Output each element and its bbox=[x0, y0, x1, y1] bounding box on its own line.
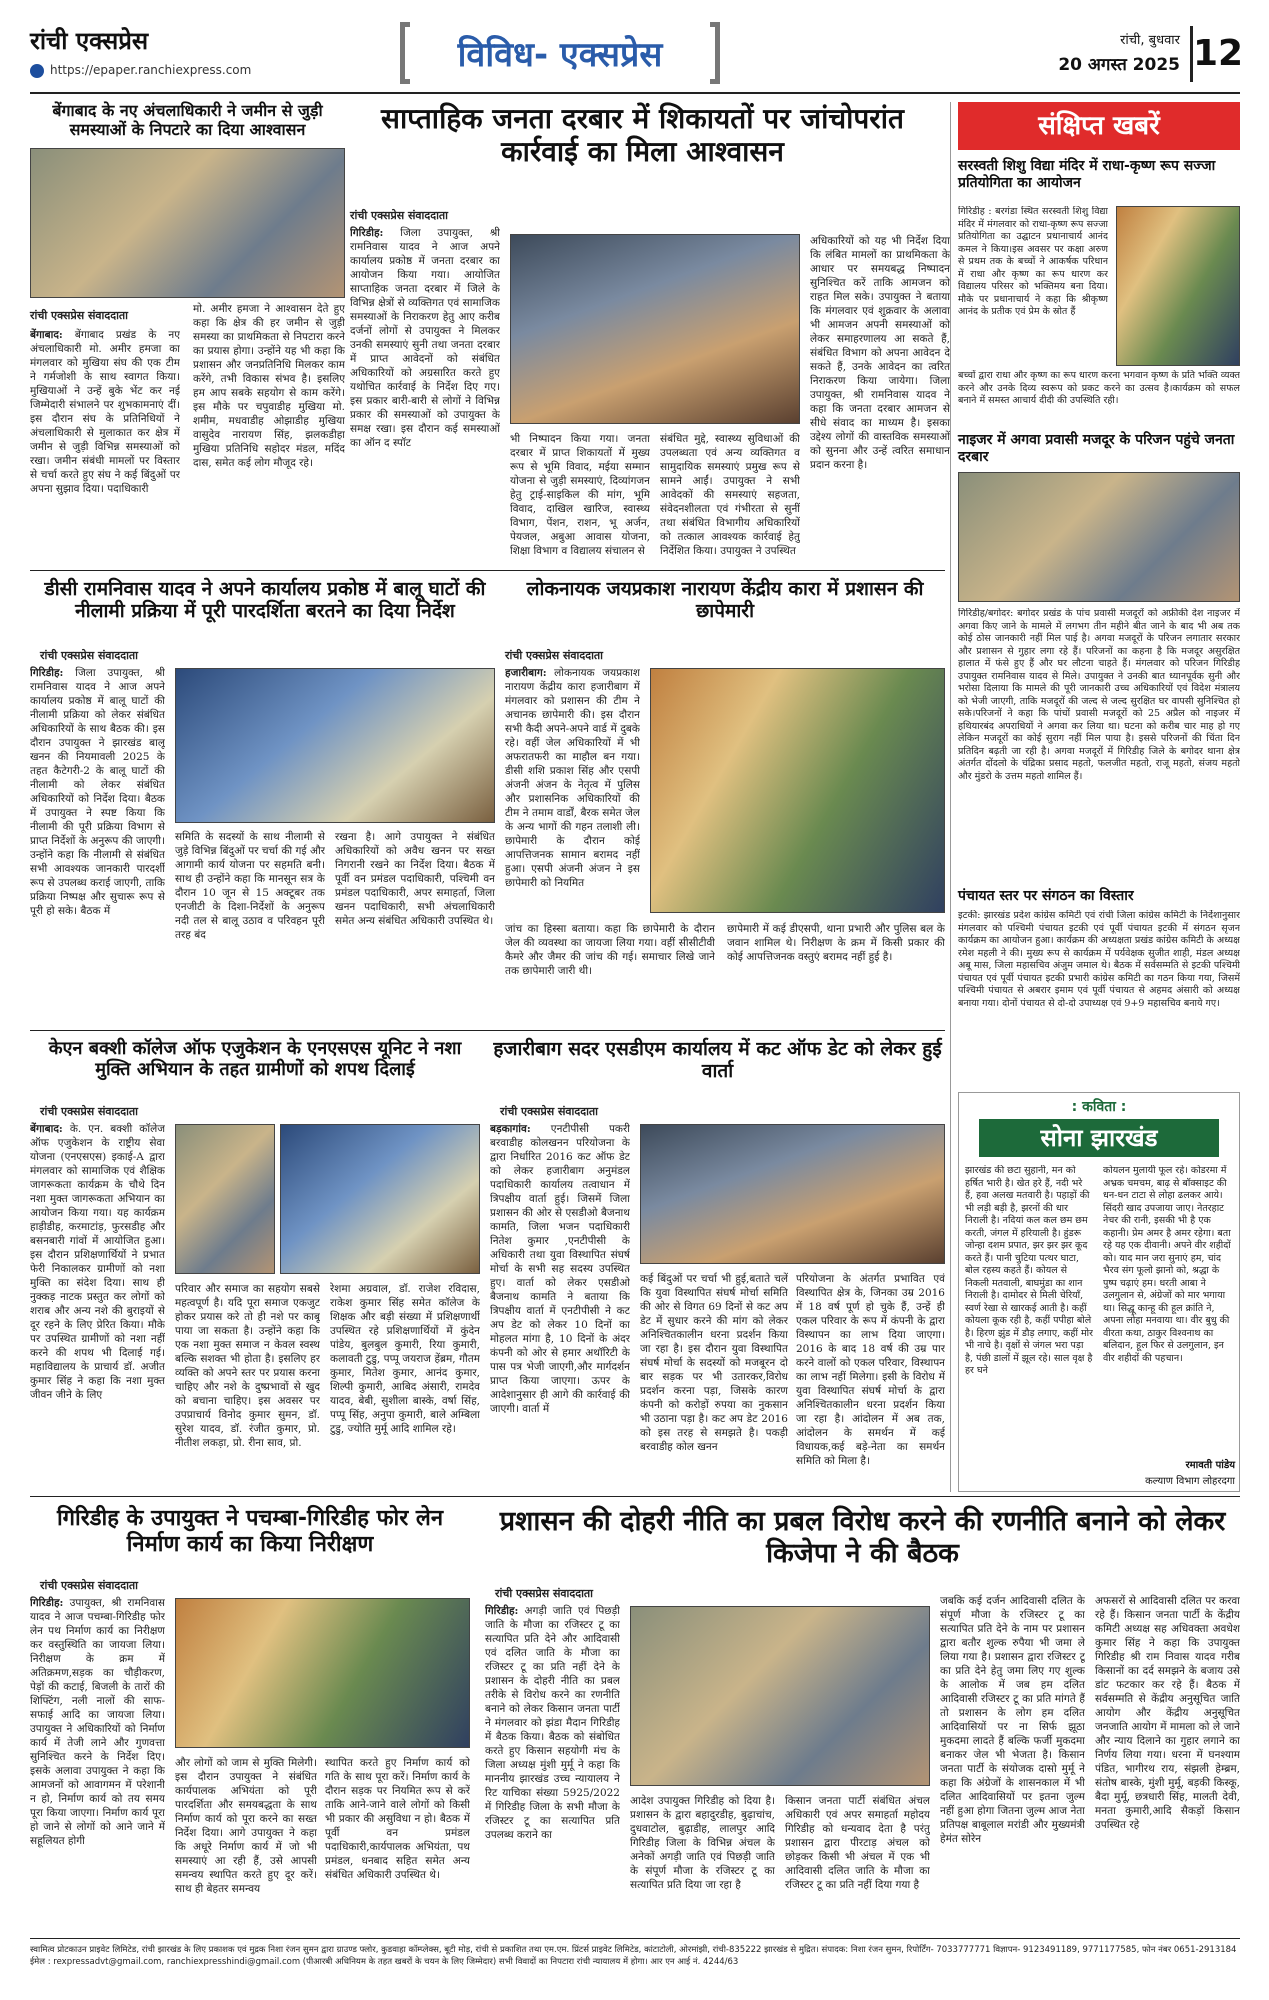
byline: रांची एक्सप्रेस संवाददाता bbox=[40, 1105, 139, 1118]
placeline: बेंगाबाद: bbox=[30, 329, 63, 341]
sidebar-divider bbox=[950, 102, 951, 1492]
photo-worker-families bbox=[958, 472, 1240, 602]
poem-author: रमावती पांडेय bbox=[1185, 1460, 1235, 1471]
article-kijepa-meeting bbox=[485, 1506, 1240, 1934]
photo-kijepa-gathering bbox=[630, 1606, 930, 1786]
column-text: लोकनायक जयप्रकाश नारायण केंद्रीय कारा हजारीबाग में मंगलवार को प्रशासन की टीम ने अचानक छापेमारी की। इस दौरान सभी कैदी अपने-अपने वार्ड में दुबके रहे। वहीं जेल अधिकारियों में भी अफरातफरी का माहौल बन गया। डीसी शशि प्रकाश सिंह और एसपी अंजनी अंजन के नेतृत्व में पुलिस और प्रशासनिक अधिकारियों की टीम ने तमाम वार्डों, बैरक समेत जेल के अन्य भागों की गहन तलाशी ली। छापेमारी के दौरान कोई आपत्तिजनक सामान बरामद नहीं हुआ। एसपी अंजनी अंजन ने इस छापेमारी को नियमित bbox=[505, 667, 640, 889]
article-jail-raid bbox=[505, 578, 945, 1026]
poem-col-1: झारखंड की छटा सुहानी, मन को हर्षित भारी है। खेत हरे हैं, नदी भरे हैं, हवा अलख मतवारी है। पहाड़ों की भी लड़ी बड़ी है, झरनों की धार निराली है। नदियां कल कल छम छम करती, जंगल में हरियाली है। हुंडरू जोन्हा दशम प्रपात, झर झर झर कूद करते हैं। पानी चुटिया पत्थर घाटा, बोल रहस्य कहते हैं। कोयल से निकली मतवाली, बाघमुंडा का शान निराली है। दामोदर से मिली चेरियाँ, स्वर्ण रेखा से खारकई आती है। कहीं कोयला कूक रही है, कहीं पपीहा बोले है। हिरण झुंड में डौड़ लगाए, कहीं मोर भी नाचे है। वृक्षों से जंगल भरा पड़ा है, पंछी डालों में झूल रहे। साल वृक्ष है हर घने bbox=[965, 1165, 1093, 1376]
headline: गिरिडीह के उपायुक्त ने पचम्बा-गिरिडीह फोर लेन निर्माण कार्य का किया निरीक्षण bbox=[56, 1506, 444, 1557]
brief-text: इटकी: झारखंड प्रदेश कांग्रेस कमिटी एवं रांची जिला कांग्रेस कमिटी के निर्देशानुसार मंगलवार को पश्चिमी पंचायत इटकी एवं पूर्वी पंचायत इटकी में संगठन सृजन कार्यक्रम का आयोजन हुआ। कार्यक्रम की अध्यक्षता प्रखंड कांग्रेस कमिटी के अध्यक्ष रमेश महली ने की। मुख्य रूप से कार्यक्रम में पर्यवेक्षक सुजीत शाही, मंडल अध्यक्ष अबू मास, जिला महासचिव अंजुम जमाल थे। बैठक में सर्वसम्मति से इटकी पश्चिमी पंचायत एवं पूर्वी पंचायत इटकी प्रभारी कांग्रेस कमिटी का गठन किया गया, जिसमें पश्चिमी पंचायत से अबरार इमाम एवं पूर्वी पंचायत से अहमद अंसारी को अध्यक्ष बनाया गया। दोनों पंचायत से दो-दो उपाध्यक्ष एवं 9+9 महासचिव बनाये गए। bbox=[958, 910, 1240, 1009]
placeline: गिरिडीह: bbox=[350, 227, 384, 239]
masthead bbox=[30, 18, 1244, 92]
photo-official-welcome bbox=[30, 148, 345, 298]
poem-author-org: कल्याण विभाग लोहरदगा bbox=[1145, 1476, 1235, 1487]
placeline: गिरिडीह: bbox=[30, 667, 64, 679]
column-3: छापेमारी में कई डीएसपी, थाना प्रभारी और पुलिस बल के जवान शामिल थे। निरीक्षण के क्रम में किसी प्रकार की कोई आपत्तिजनक वस्तुएं बरामद नहीं हुई है। bbox=[727, 923, 945, 963]
column-1 bbox=[30, 328, 180, 564]
column-2: समिति के सदस्यों के साथ नीलामी से जुड़े विभिन्न बिंदुओं पर चर्चा की गई और आगामी कार्य योजना पर सहमति बनी। साथ ही उन्होंने कहा कि मानसून सत्र के दौरान 10 जून से 15 अक्टूबर तक एनजीटी के दिशा-निर्देशों के अनुरूप नदी तल से बालू उठाव व परिवहन पूरी तरह बंद bbox=[175, 831, 325, 941]
column-1 bbox=[30, 1596, 165, 1932]
column-2: आदेश उपायुक्त गिरिडीह को दिया है। प्रशासन के द्वारा बहादुरडीह, बुढ़ाचांच, दुधवाटोल, बुढ़ाडीह, लालपुर आदि गिरिडीह जिला के विभिन्न अंचल के अनेकों अगड़ी जाति एवं पिछड़ी जाति के संपूर्ण मौजा के रजिस्टर टू का सत्यापित प्रति दिया जा रहा है bbox=[630, 1795, 775, 1891]
sidebar-banner: संक्षिप्त खबरें bbox=[958, 102, 1240, 150]
paper-name: रांची एक्सप्रेस bbox=[30, 27, 149, 55]
sidebar-brief-news bbox=[958, 102, 1240, 1492]
divider bbox=[30, 1030, 945, 1031]
column-4: अधिकारियों को यह भी निर्देश दिया कि लंबित मामलों का प्राथमिकता के आधार पर समयबद्ध निष्पादन सुनिश्चित करें ताकि आमजन को राहत मिल सके। उपायुक्त ने बताया कि मंगलवार एवं शुक्रवार के अलावा भी आमजन अपनी समस्याओं को लेकर समाहरणालय आ सकते हैं, संबंधित विभाग को अपना आवेदन दे सकते हैं, उनके आवेदन का त्वरित निराकरण किया जायेगा। जिला उपायुक्त, श्री रामनिवास यादव ने कहा कि जनता दरबार आमजन से सीधे संवाद का माध्यम है। इसका उद्देश्य लोगों की वास्तविक समस्याओं को सुनना और उन्हें त्वरित समाधान प्रदान करना है। bbox=[810, 235, 950, 471]
photo-janta-darbar bbox=[510, 234, 800, 424]
brief-headline: नाइजर में अगवा प्रवासी मजदूर के परिजन पहुंचे जनता दरबार bbox=[958, 432, 1235, 465]
headline: साप्ताहिक जनता दरबार में शिकायतों पर जांचोपरांत कार्रवाई का मिला आश्वासन bbox=[381, 102, 904, 169]
photo-radha-krishna bbox=[1116, 206, 1240, 366]
dateline-place: रांची, बुधवार bbox=[1120, 33, 1180, 48]
column-4: जबकि कई दर्जन आदिवासी दलित के संपूर्ण मौजा के रजिस्टर टू का सत्यापित प्रति देने के नाम पर प्रशासन द्वारा बतौर शुल्क रुपैया भी जमा ले लिया गया है। प्रशासन द्वारा रजिस्टर टू का प्रति देने हेतु जमा लिए गए शुल्क के आलोक में जब हम दलित आदिवासी रजिस्टर टू का प्रति मांगते हैं तो प्रशासन के लोग हम दलित आदिवासियों पर ना सिर्फ झूठा मुकदमा लादते हैं बल्कि फर्जी मुकदमा बनाकर जेल भी भेजता है। किसान जनता पार्टी के संयोजक दासो मुर्मू ने कहा कि अंग्रेजों के शासनकाल में भी दलित आदिवासियों पर इतना जुल्म नहीं हुआ होगा जितना जुल्म आज नेता प्रतिपक्ष बाबूलाल मरांडी और मुख्यमंत्री हेमंत सोरेन bbox=[940, 1595, 1085, 1845]
brief-headline: पंचायत स्तर पर संगठन का विस्तार bbox=[958, 888, 1134, 904]
column-2: कई बिंदुओं पर चर्चा भी हुई,बताते चलें कि युवा विस्थापित संघर्ष मोर्चा समिति की ओर से विगत 69 दिनों से कट अप डेट में सुधार करने की मांग को लेकर अनिश्चितकालीन धरना प्रदर्शन किया जा रहा है। इस दौरान युवा विस्थापित संघर्ष मोर्चा के सदस्यों को मजबूरन दो बार सड़क पर भी उतारकर,विरोध प्रदर्शन करना पड़ा, जिसके कारण कंपनी को करोड़ों रुपया का नुकसान भी उठाना पड़ा है। कट अप डेट 2016 को इस तरह से समझते है। पकड़ी बरवाडीह कोल खनन bbox=[640, 1273, 788, 1453]
section-bracket-right bbox=[710, 22, 720, 84]
photo-dc-meeting bbox=[175, 668, 495, 823]
placeline: बेंगाबाद: bbox=[30, 1123, 63, 1135]
headline: डीसी रामनिवास यादव ने अपने कार्यालय प्रकोष्ठ में बालू घाटों की नीलामी प्रक्रिया में पूरी पारदर्शिता बरतने का दिया निर्देश bbox=[44, 578, 486, 623]
byline: रांची एक्सप्रेस संवाददाता bbox=[40, 649, 139, 662]
column-text: एनटीपीसी पकरी बरवाडीह कोलखनन परियोजना के द्वारा निर्धारित 2016 कट ऑफ डेट को लेकर हजारीबाग अनुमंडल पदाधिकारी कार्यालय तत्वाधान में त्रिपक्षीय वार्ता हुई। जिसमें जिला प्रशासन की ओर से एसडीओ बैजनाथ कामति, जिला भजन पदाधिकारी नितेश कुमार ,एनटीपीसी के अधिकारी तथा युवा विस्थापित संघर्ष मोर्चा के सभी सह सदस्य उपस्थित हुए। वार्ता को लेकर एसडीओ बैजनाथ कामति ने बताया कि त्रिपक्षीय वार्ता में एनटीपीसी ने कट अप डेट को लेकर 10 दिनों का मोहलत मांगा है, 10 दिनों के अंदर कंपनी को ओर से हमार अथॉरिटी के पास पत्र भेजी जाएगी,और मार्गदर्शन प्राप्त किया जाएगा। ऊपर के आदेशानुसार ही आगे की कार्रवाई की जाएगी। वार्ता में bbox=[490, 1123, 630, 1415]
column-1 bbox=[30, 666, 165, 1024]
column-text: के. एन. बक्शी कॉलेज ऑफ एजुकेशन के राष्ट्रीय सेवा योजना (एनएसएस) इकाई-A द्वारा मंगलवार को सामाजिक एवं शैक्षिक जागरूकता कार्यक्रम के चौथे दिन नशा मुक्त जागरूकता अभियान का आयोजन किया गया। यह कार्यक्रम हाड़ीडीह, करमाटांड़, फुरसडीह और बसनबारी गांवों में आयोजित हुआ। इस दौरान प्रशिक्षणार्थियों ने प्रभात फेरी निकालकर ग्रामीणों को नशा मुक्ति का संदेश दिया। साथ ही नुक्कड़ नाटक प्रस्तुत कर लोगों को शराब और अन्य नशे की बुराइयों से दूर रहने के लिए प्रेरित किया। मौके पर उपस्थित ग्रामीणों को नशा नहीं करने की शपथ भी दिलाई गई। महाविद्यालय के प्राचार्य डॉ. अजीत कुमार सिंह ने कहा कि नशा मुक्त जीवन जीने के लिए bbox=[30, 1123, 165, 1401]
globe-icon bbox=[30, 64, 44, 78]
imprint-line: स्वामित्व प्रोटकाउन प्राइवेट लिमिटेड, रांची झारखंड के लिए प्रकाशक एवं मुद्रक निशा रंजन सुमन द्वारा ग्राउण्ड फ्लोर, कुडवाहा कॉम्प्लेक्स, बूटी मोड़, रांची से प्रकाशित तथा एम.एम. प्रिंटर्स प्राइवेट लिमिटेड, कांटाटोली, ओरमांझी, रांची-835222 झारखंड से मुद्रित। संपादक: निशा रंजन सुमन, रिपोर्टिंग- 7033777771 विज्ञापन- 9123491189, 9771177585, फोन नंबर 0651-2913184 ईमेल : rexpressadvt@gmail.com, ranchiexpresshindi@gmail.com (पीआरबी अधिनियम के तहत खबरों के चयन के लिए जिम्मेदार) सभी विवादों का निपटारा रांची न्यायालय में होगा। आर एन आई नं. 4244/63 bbox=[30, 1945, 1237, 1967]
photo-jail-gate bbox=[650, 668, 945, 913]
placeline: गिरिडीह: bbox=[30, 1597, 64, 1609]
column-3: संबंधित मुद्दे, स्वास्थ्य सुविधाओं की उपलब्धता एवं अन्य व्यक्तिगत व सामुदायिक समस्याएं प्रमुख रूप से सामने आईं। उपायुक्त ने सभी आवेदकों की समस्याएं सहजता, संवेदनशीलता एवं गंभीरता से सुनीं तथा संबंधित विभागीय अधिकारियों को तत्काल आवश्यक कार्रवाई हेतु निर्देशित किया। उपायुक्त ने उपस्थित bbox=[660, 433, 800, 557]
column-1 bbox=[485, 1604, 620, 1932]
photo-rally-left bbox=[175, 1124, 275, 1274]
epaper-url[interactable]: https://epaper.ranchiexpress.com bbox=[50, 63, 252, 77]
column-text: अगड़ी जाति एवं पिछड़ी जाति के मौजा का रजिस्टर टू का सत्यापित प्रति देने और आदिवासी एवं दलित जाति के मौजा का रजिस्टर टू का प्रति नहीं देने के प्रशासन के दोहरी नीति का प्रबल तरीके से विरोध करने का रणनीति बनाने को लेकर किसान जनता पार्टी ने मंगलवार को झंडा मैदान गिरिडीह में बैठक किया। बैठक को संबोधित करते हुए किसान सहयोगी मंच के जिला अध्यक्ष मुंशी मुर्मू ने कहा कि माननीय झारखंड उच्च न्यायालय ने रिट याचिका संख्या 5925/2022 में गिरिडीह जिला के सभी मौजा के रजिस्टर टू का सत्यापित प्रति उपलब्ध कराने का bbox=[485, 1605, 620, 1841]
poem-box bbox=[958, 1092, 1240, 1492]
column-2: और लोगों को जाम से मुक्ति मिलेगी। इस दौरान उपायुक्त ने संबंधित कार्यपालक अभियंता को पूरी पारदर्शिता और समयबद्धता के साथ निर्माण कार्य को पूरा करने का सख्त निर्देश दिया। आगे उपायुक्त ने कहा कि अधूरे निर्माण कार्य में जो भी समस्याएं आ रही हैं, उसे आपसी समन्वय स्थापित करते हुए दूर करें। साथ ही बेहतर समन्वय bbox=[175, 1757, 317, 1895]
byline: रांची एक्सप्रेस संवाददाता bbox=[495, 1587, 594, 1600]
photo-tripartite-talk bbox=[640, 1124, 945, 1264]
brief-text: गिरिडीह/बगोदर: बगोदर प्रखंड के पांच प्रवासी मजदूरों को अफ्रीकी देश नाइजर में अगवा किए जाने के मामले में लगभग तीन महीने बीत जाने के बाद भी अब तक कोई ठोस जानकारी नहीं मिल पाई है। अगवा मजदूरों के परिजन लगातार सरकार और प्रशासन से गुहार लगा रहे हैं। परिजनों का कहना है कि मजदूर असुरक्षित हालात में फंसे हुए हैं और घर लौटना चाहते हैं। मंगलवार को परिजन गिरिडीह उपायुक्त रामनिवास यादव से मिले। उपायुक्त ने उनकी बात ध्यानपूर्वक सुनी और भरोसा दिलाया कि मामले की पूरी जानकारी उच्च अधिकारियों एवं विदेश मंत्रालय को भेजी जाएगी, ताकि मजदूरों की जल्द से जल्द सुरक्षित घर वापसी सुनिश्चित हो सके।परिजनों ने कहा कि पांचों प्रवासी मजदूरों को 25 अप्रैल को नाइजर में हथियारबंद अपराधियों ने अगवा कर लिया था। घटना को करीब चार माह हो गए लेकिन मजदूरों का कोई सुराग नहीं मिल पाया है। इससे परिजनों की चिंता दिन प्रतिदिन बढ़ती जा रही है। अगवा मजदूरों में गिरिडीह जिले के बगोदर थाना क्षेत्र अंतर्गत दोंदलो के चंद्रिका प्रसाद महतो, फलजीत महतो, राजू महतो, संजय महतो और मुंडरो के उत्तम महतो शामिल हैं। bbox=[958, 608, 1240, 782]
poem-title: सोना झारखंड bbox=[979, 1119, 1219, 1157]
masthead-rule bbox=[30, 92, 1240, 94]
placeline: हजारीबाग: bbox=[505, 667, 547, 679]
footer-rule bbox=[30, 1938, 1240, 1939]
article-janta-darbar bbox=[330, 102, 955, 566]
brief-text-a: गिरिडीह : बरगंडा स्थित सरस्वती शिशु विद्या मंदिर में मंगलवार को राधा-कृष्ण रूप सज्जा प्रतियोगिता का उद्घाटन प्रधानाचार्य आनंद कमल ने किया।इस अवसर पर कक्षा अरुण से प्रथम तक के बच्चों ने आकर्षक परिधान में राधा और कृष्ण का रूप धारण कर विद्यालय परिसर को भक्तिमय बना दिया।मौके पर प्रधानाचार्य ने कहा कि श्रीकृष्ण आनंद के प्रतीक एवं प्रेम के स्रोत हैं bbox=[958, 206, 1108, 317]
column-3: रेशमा अग्रवाल, डॉ. राजेश रविदास, राकेश कुमार सिंह समेत कॉलेज के शिक्षक और बड़ी संख्या में प्रशिक्षणार्थी उपस्थित रहे प्रशिक्षणार्थियों में कुंदेन पांडेय, बुलबुल कुमारी, रिया कुमारी, कलावती टुडु, पप्पू जयराज हेंब्रम, गौतम कुमार, मितेश कुमार, आनंद कुमार, शिल्पी कुमारी, आबिद अंसारी, रामदेव यादव, बेबी, सुशीला बास्के, वर्षा सिंह, पप्पू सिंह, अनुपा कुमारी, बाले अम्बिला टुडु, ज्योति मुर्मू आदि शामिल रहे। bbox=[330, 1283, 480, 1435]
article-balu-ghat bbox=[30, 578, 500, 1026]
column-5: अफसरों से आदिवासी दलित पर करवा रहे हैं। किसान जनता पार्टी के केंद्रीय कमिटी अध्यक्ष सह अधिवक्ता अवधेश कुमार सिंह ने कहा कि उपायुक्त गिरिडीह श्री राम निवास यादव गरीब किसानों का दर्द समझने के बजाय उसे डांट फटकार कर रहे हैं। बैठक में सर्वसम्मति से केंद्रीय अनुसूचित जाति आयोग और केंद्रीय अनुसूचित जनजाति आयोग में मामला को ले जाने और न्याय दिलाने का गुहार लगाने का निर्णय लिया गया। धरना में घनश्याम पंडित, भागीरथ राय, संझली हेम्ब्रम, संतोष बास्के, मुंशी मुर्मू, बड़की किस्कू, बैदा मुर्मू, छत्रधारी सिंह, मालती देवी, मनता कुमारी,आदि सैकड़ों किसान उपस्थित रहे bbox=[1095, 1595, 1240, 1831]
placeline: गिरिडीह: bbox=[485, 1605, 519, 1617]
column-1 bbox=[350, 226, 500, 566]
column-text: बेंगाबाद प्रखंड के नए अंचलाधिकारी मो. अमीर हमजा का मंगलवार को मुखिया संघ की एक टीम ने गर्मजोशी के साथ स्वागत किया। मुखियाओं ने उन्हें बुके भेंट कर नई जिम्मेदारी संभालने पर शुभकामनाएं दीं। इस दौरान संघ के प्रतिनिधियों ने अंचलाधिकारी से मुलाकात कर क्षेत्र में जमीन से जुड़ी विभिन्न समस्याओं को रखा। जमीन संबंधी मामलों पर विस्तार से चर्चा करते हुए संघ ने कई बिंदुओं पर अपना सुझाव दिया। पदाधिकारी bbox=[30, 329, 180, 495]
headline: हजारीबाग सदर एसडीएम कार्यालय में कट ऑफ डेट को लेकर हुई वार्ता bbox=[493, 1038, 942, 1083]
article-bakshi-college bbox=[30, 1038, 480, 1490]
byline: रांची एक्सप्रेस संवाददाता bbox=[350, 209, 449, 222]
poem-label: : कविता : bbox=[1071, 1099, 1127, 1115]
headline: बेंगाबाद के नए अंचलाधिकारी ने जमीन से जुड़ी समस्याओं के निपटारे का दिया आश्वासन bbox=[52, 101, 323, 139]
divider bbox=[30, 570, 945, 571]
section-bracket-left bbox=[400, 22, 410, 84]
article-bengabad bbox=[30, 102, 345, 566]
brief-item-3 bbox=[958, 888, 1240, 1084]
column-text: उपायुक्त, श्री रामनिवास यादव ने आज पचम्बा-गिरिडीह फोर लेन पथ निर्माण कार्य का निरीक्षण कर वस्तुस्थिति का जायजा लिया। निरीक्षण के क्रम में अतिक्रमण,सड़क का चौड़ीकरण, पेड़ों की कटाई, बिजली के तारों की शिफ्टिंग, नली नालों की साफ-सफाई आदि का जायजा लिया। उपायुक्त ने अधिकारियों को निर्माण कार्य में तेजी लाने और गुणवत्ता सुनिश्चित करने के निर्देश दिए। इसके अलावा उपायुक्त ने कहा कि आमजनों को आवागमन में परेशानी न हो, निर्माण कार्य को तय समय पूरा किया जाएगा। निर्माण कार्य पूरा हो जाने से लोगों को आने जाने में सहूलियत होगी bbox=[30, 1597, 165, 1847]
column-3: परियोजना के अंतर्गत प्रभावित एवं विस्थापित क्षेत्र के, जिनका उम्र 2016 में 18 वर्ष पूर्ण हो चुके हैं, उन्हें ही एकल परिवार के रूप में कंपनी के द्वारा विस्थापन का लाभ दिया जाएगा। 2016 के बाद 18 वर्ष की उम्र पार करने वालों को एकल परिवार, विस्थापन का लाभ नहीं मिलेगा। इसी के विरोध में युवा विस्थापित संघर्ष मोर्चा के द्वारा अनिश्चितकालीन धरना प्रदर्शन किया जा रहा है। आंदोलन में अब तक, आंदोलन के समर्थन में कई विधायक,कई बड़े-नेता का समर्थन समिति को मिला है। bbox=[796, 1273, 945, 1467]
column-1 bbox=[490, 1122, 630, 1488]
brief-headline: सरस्वती शिशु विद्या मंदिर में राधा-कृष्ण रूप सज्जा प्रतियोगिता का आयोजन bbox=[958, 158, 1216, 191]
poem-col-2: कोयलन मुलायी फूल रहे। कोडरमा में अभ्रक चमचम, बाढ़ से बॉक्साइट की धन-धन टाटा से लोहा ढलकर आये। सिंदरी खाद उपजाया जाए। नेतरहाट नेचर की रानी, इसकी भी है एक कहानी। प्रेम अमर है अमर रहेगा। बता रहे यह एक दीवानी। अपने वीर शहीदों को। याद मान जरा सुनाएं हम, चांद भैरव संग फूलो झानो को, श्रद्धा के पुष्प चढ़ाएं हम। धरती आबा ने उलगुलान से, अंग्रेजों को मार भगाया था। सिद्धू कान्हू की हूल क्रांति ने, अपना लोहा मनवाया था। वीर बुधु की वीरता कथा, ठाकुर विश्वनाथ का बलिदान, हूल फिर से उलगुलान, इन वीर शहीदों की पहचान। bbox=[1103, 1165, 1231, 1364]
column-3: किसान जनता पार्टी संबंधित अंचल अधिकारी एवं अपर समाहर्ता महोदय गिरिडीह को धन्यवाद देता है परंतु प्रशासन द्वारा पीरटाड़ अंचल को छोड़कर किसी भी अंचल में एक भी आदिवासी दलित जाति के मौजा का रजिस्टर टू का प्रति नहीं दिया गया है bbox=[785, 1795, 930, 1891]
headline: केएन बक्शी कॉलेज ऑफ एजुकेशन के एनएसएस यूनिट ने नशा मुक्ति अभियान के तहत ग्रामीणों को शपथ दिलाई bbox=[48, 1038, 462, 1081]
column-1 bbox=[505, 666, 640, 914]
byline: रांची एक्सप्रेस संवाददाता bbox=[500, 1105, 599, 1118]
byline: रांची एक्सप्रेस संवाददाता bbox=[30, 309, 129, 322]
headline: प्रशासन की दोहरी नीति का प्रबल विरोध करने की रणनीति बनाने को लेकर किजेपा ने की बैठक bbox=[499, 1506, 1226, 1569]
brief-item-1 bbox=[958, 158, 1240, 426]
headline: लोकनायक जयप्रकाश नारायण केंद्रीय कारा में प्रशासन की छापेमारी bbox=[526, 578, 924, 623]
column-text: जिला उपायुक्त, श्री रामनिवास यादव ने आज अपने कार्यालय प्रकोष्ठ में बालू घाटों की नीलामी प्रक्रिया को लेकर संबंधित अधिकारियों के साथ बैठक की। इस दौरान उपायुक्त ने झारखंड बालू खनन की नियमावली 2025 के तहत कैटेगरी-2 के बालू घाटों की नीलामी को लेकर संबंधित अधिकारियों को निर्देश दिया। बैठक में उपायुक्त ने स्पष्ट किया कि नीलामी की पूरी प्रक्रिया विभाग से प्राप्त निर्देशों के अनुरूप की जाएगी। उन्होंने कहा कि नीलामी से संबंधित सभी आवश्यक जानकारी पारदर्शी रूप से उपलब्ध कराई जाएगी, ताकि प्रक्रिया निष्पक्ष और सुचारू रूप से पूरी हो सके। बैठक में bbox=[30, 667, 165, 917]
dateline-date: 20 अगस्त 2025 bbox=[1058, 55, 1180, 75]
column-text: जिला उपायुक्त, श्री रामनिवास यादव ने आज अपने कार्यालय प्रकोष्ठ में जनता दरबार का आयोजन किया गया। आयोजित साप्ताहिक जनता दरबार में जिले के विभिन्न क्षेत्रों से व्यक्तिगत एवं सामाजिक समस्याओं के निराकरण हेतु आए करीब दर्जनों लोगों से उपायुक्त ने मिलकर उनकी समस्याएं सुनी तथा जनता दरबार में प्राप्त आवेदनों को संबंधित अधिकारियों को अग्रसारित करते हुए यथोचित कार्रवाई के निर्देश दिए गए। इस प्रकार बारी-बारी से लोगों ने विभिन्न प्रकार की समस्याओं को उपायुक्त के समक्ष रखा। इस दौरान कई समस्याओं का ऑन द स्पॉट bbox=[350, 227, 500, 449]
column-2: मो. अमीर हमजा ने आश्वासन देते हुए कहा कि क्षेत्र की हर जमीन से जुड़ी समस्या का प्राथमिकता से निपटारा करने का प्रयास होगा। उन्होंने यह भी कहा कि प्रशासन और जनप्रतिनिधि मिलकर काम करेंगे, तभी विकास संभव है। इसलिए हम आप सबके सहयोग से काम करेंगे। इस मौके पर चपुवाडीह मुखिया मो. शमीम, मधवाडीह ओझाडीह मुखिया वासुदेव नारायण सिंह, झलकडीहा मुखिया प्रतिनिधि सहोदर मंडल, मदिंद दास, समेत कई लोग मौजूद रहे। bbox=[193, 303, 345, 469]
article-pachamba-fourlane bbox=[30, 1506, 470, 1934]
photo-road-inspection bbox=[175, 1598, 470, 1748]
brief-text-b: बच्चों द्वारा राधा और कृष्ण का रूप धारण करना भगवान कृष्ण के प्रति भक्ति व्यक्त करने और उनके दिव्य स्वरूप को प्रकट करने का उत्सव है।कार्यक्रम को सफल बनाने में समस्त आचार्य दीदी की उपस्थिति रही। bbox=[958, 370, 1240, 406]
column-2: भी निष्पादन किया गया। जनता दरबार में प्राप्त शिकायतों में मुख्य रूप से भूमि विवाद, मईया सम्मान योजना से जुड़ी समस्याएं, दिव्यांगजन हेतु ट्राई-साइकिल की मांग, भूमि विवाद, दाखिल खारिज, स्वास्थ्य विभाग, पेंशन, राशन, भू अर्जन, पेयजल, अबुआ आवास योजना, शिक्षा विभाग व विद्यालय संचालन से bbox=[510, 433, 650, 557]
column-2: परिवार और समाज का सहयोग सबसे महत्वपूर्ण है। यदि पूरा समाज एकजुट होकर प्रयास करे तो ही नशे पर काबू पाया जा सकता है। उन्होंने कहा कि एक नशा मुक्त समाज न केवल स्वस्थ बल्कि सशक्त भी होता है। इसलिए हर व्यक्ति को अपने स्तर पर प्रयास करना चाहिए और नशे के दुष्प्रभावों से खुद को बचाना चाहिए। इस अवसर पर उपप्राचार्य विनोद कुमार सुमन, डॉ. सुरेश यादव, डॉ. रंजीत कुमार, प्रो. नीतीश लकड़ा, प्रो. रीना साव, प्रो. bbox=[175, 1283, 320, 1449]
section-title: विविध- एक्सप्रेस bbox=[457, 35, 663, 75]
article-sdm-cutoff bbox=[490, 1038, 945, 1490]
placeline: बड़कागांव: bbox=[490, 1123, 531, 1135]
column-3: स्थापित करते हुए निर्माण कार्य को गति के साथ पूरा करें। निर्माण कार्य के दौरान सड़क पर नियमित रूप से करें ताकि आने-जाने वाले लोगों को किसी भी प्रकार की असुविधा न हो। बैठक में पूर्वी वन प्रमंडल पदाधिकारी,कार्यपालक अभियंता, पथ प्रमंडल, धनबाद सहित समेत अन्य संबंधित अधिकारी उपस्थित थे। bbox=[325, 1757, 470, 1881]
byline: रांची एक्सप्रेस संवाददाता bbox=[40, 1579, 139, 1592]
brief-item-2 bbox=[958, 432, 1240, 882]
photo-rally-right bbox=[280, 1124, 480, 1274]
page-number: 12 bbox=[1190, 26, 1240, 82]
column-3: रखना है। आगे उपायुक्त ने संबंधित अधिकारियों को अवैध खनन पर सख्त निगरानी रखने का निर्देश दिया। बैठक में पूर्वी वन प्रमंडल पदाधिकारी, पश्चिमी वन प्रमंडल पदाधिकारी, अपर समाहर्ता, जिला खनन पदाधिकारी, सभी अंचलाधिकारी समेत अन्य संबंधित अधिकारी उपस्थित थे। bbox=[335, 831, 495, 927]
column-2: जांच का हिस्सा बताया। कहा कि छापेमारी के दौरान जेल की व्यवस्था का जायजा लिया गया। वहीं सीसीटीवी कैमरे और जैमर की जांच की गई। समाचार लिखे जाने तक छापेमारी जारी थी। bbox=[505, 923, 715, 977]
column-1 bbox=[30, 1122, 165, 1488]
byline: रांची एक्सप्रेस संवाददाता bbox=[505, 649, 604, 662]
divider bbox=[30, 1496, 1240, 1497]
